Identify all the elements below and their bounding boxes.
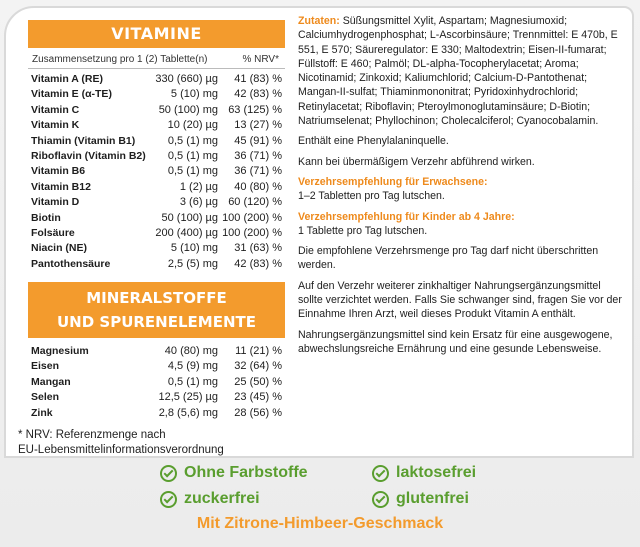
nutrient-name: Vitamin B12 [31,180,91,193]
nutrient-name: Folsäure [31,226,75,239]
adult-dosage-heading: Verzehrsempfehlung für Erwachsene: [298,175,488,188]
nutrient-name: Eisen [31,360,60,373]
nutrient-name: Vitamin A (RE) [31,73,103,85]
nutrient-nrv: 45 (91) % [234,134,282,147]
nutrient-amount: 2,5 (5) mg [167,257,218,270]
table-row [28,103,285,118]
table-row [28,134,285,149]
nrv-footnote-line1: * NRV: Referenzmenge nach [18,429,166,441]
diet-warning: Nahrungsergänzungsmittel sind kein Ersatz für eine ausgewogene, abwechslungsreiche Ernährung und eine gesunde Lebensweise. [298,328,613,355]
table-row [28,241,285,256]
nutrient-nrv: 100 (200) % [222,211,282,224]
nutrient-name: Biotin [31,211,61,224]
child-dosage-text: 1 Tablette pro Tag lutschen. [298,224,428,237]
nutrient-amount: 0,5 (1) mg [167,165,218,178]
table-row [28,180,285,195]
nutrient-nrv: 28 (56) % [234,406,282,419]
nutrient-amount: 50 (100) mg [158,103,218,116]
nutrient-name: Vitamin E (α-TE) [31,88,112,101]
nutrient-amount: 0,5 (1) mg [167,149,218,162]
check-circle-icon [372,465,389,482]
nutrient-amount: 4,5 (9) mg [167,360,218,373]
nutrient-name: Zink [31,406,53,419]
nutrient-name: Pantothensäure [31,257,111,270]
nutrient-name: Mangan [31,375,71,388]
table-row [28,390,285,405]
child-dosage-heading: Verzehrsempfehlung für Kinder ab 4 Jahre: [298,210,515,223]
nutrient-amount: 5 (10) mg [170,242,218,255]
zinc-warning: Auf den Verzehr weiterer zinkhaltiger Nahrungsergänzungsmittel sollte verzichtet werden. Falls Sie schwanger sind, fragen Sie vor der Einnahme Ihren Arzt, weil dieses Produkt Vitamin A enthält. [298,279,622,321]
nutrient-nrv: 60 (120) % [228,196,282,209]
table-row [28,344,285,359]
nutrient-amount: 0,5 (1) mg [167,375,218,388]
nutrient-amount: 50 (100) µg [161,211,218,224]
table-row [28,375,285,390]
nutrient-nrv: 25 (50) % [234,375,282,388]
nrv-footnote [18,428,278,458]
nutrient-nrv: 42 (83) % [234,88,282,101]
ingredients-paragraph [298,14,624,128]
nutrient-name: Thiamin (Vitamin B1) [31,134,136,147]
check-circle-icon [372,491,389,508]
nutrient-nrv: 23 (45) % [234,391,282,404]
nutrient-amount: 12,5 (25) µg [158,391,218,404]
nutrient-nrv: 36 (71) % [234,149,282,162]
claim-no-colorants: Ohne Farbstoffe [160,464,308,482]
nutrient-nrv: 31 (63) % [234,242,282,255]
nrv-header: % NRV* [242,54,279,65]
ingredients-label: Zutaten: [298,15,340,27]
phenylalanine-note: Enthält eine Phenylalaninquelle. [298,135,449,148]
nutrient-nrv: 41 (83) % [234,73,282,85]
check-circle-icon [160,491,177,508]
nutrient-nrv: 63 (125) % [228,103,282,116]
ingredients-column [298,14,624,362]
flavor-line: Mit Zitrone-Himbeer-Geschmack [196,515,444,532]
nutrient-name: Niacin (NE) [31,242,88,255]
nutrient-amount: 5 (10) mg [170,88,218,101]
table-row [28,211,285,226]
nutrient-nrv: 36 (71) % [234,165,282,178]
nutrient-amount: 1 (2) µg [179,180,218,193]
nutrient-amount: 40 (80) mg [164,345,218,358]
laxative-note: Kann bei übermäßigem Verzehr abführend wirken. [298,155,535,168]
table-row [28,72,285,87]
nutrient-amount: 10 (20) µg [167,119,218,132]
nutrition-panel [28,20,285,419]
table-row [28,195,285,210]
table-row [28,87,285,102]
nutrient-name: Vitamin K [31,119,80,132]
table-row [28,406,285,421]
nutrient-amount: 330 (660) µg [155,73,218,85]
adult-dosage-text: 1–2 Tabletten pro Tag lutschen. [298,190,445,203]
claim-lactose-free: laktosefrei [372,464,476,482]
minerals-heading [28,282,285,338]
vitamins-heading: VITAMINE [28,20,285,48]
minerals-heading-line1: MINERALSTOFFE [86,289,227,308]
nrv-footnote-line2: EU-Lebensmittelinformationsverordnung [18,444,224,456]
nutrient-name: Magnesium [31,345,89,358]
mineral-rows [28,338,285,421]
table-row [28,226,285,241]
table-row [28,257,285,272]
nutrient-nrv: 40 (80) % [234,180,282,193]
nutrient-name: Selen [31,391,60,404]
nutrient-name: Vitamin C [31,103,80,116]
table-row [28,118,285,133]
nutrient-nrv: 32 (64) % [234,360,282,373]
composition-header: Zusammensetzung pro 1 (2) Tablette(n) [32,54,208,65]
minerals-heading-line2: UND SPURENELEMENTE [57,313,256,332]
nutrient-nrv: 100 (200) % [222,226,282,239]
nutrient-amount: 0,5 (1) mg [167,134,218,147]
table-header [28,48,285,69]
nutrient-name: Vitamin B6 [31,165,86,178]
nutrient-nrv: 11 (21) % [235,345,282,358]
nutrient-amount: 3 (6) µg [179,196,218,209]
table-row [28,149,285,164]
vitamin-rows [28,72,285,272]
nutrient-name: Vitamin D [31,196,80,209]
table-row [28,359,285,374]
claim-sugar-free: zuckerfrei [160,490,260,508]
table-row [28,164,285,179]
dose-warning: Die empfohlene Verzehrsmenge pro Tag darf nicht überschritten werden. [298,245,599,272]
nutrient-name: Riboflavin (Vitamin B2) [31,149,146,162]
nutrient-amount: 200 (400) µg [155,226,218,239]
nutrient-nrv: 42 (83) % [234,257,282,270]
check-circle-icon [160,465,177,482]
claim-gluten-free: glutenfrei [372,490,469,508]
nutrient-nrv: 13 (27) % [234,119,282,132]
nutrient-amount: 2,8 (5,6) mg [158,406,218,419]
ingredients-text: Süßungsmittel Xylit, Aspartam; Magnesiumoxid; Calciumhydrogenphosphat; L-Ascorbinsäure; Trennmittel: E 470b, E 551, E 570; Säureregulator: E 330; Maltodextrin; Eisen-II-fumarat; Füllstoff: E 460; Palmöl; DL-alpha-Tocopherylacetat; Aroma; Nicotinamid; Zinkoxid; Kaliumchlorid; Calcium-D-Pantothenat; Mangan-II-sulfat; Thiaminmononitrat; Pyridoxinhydrochlorid; Retinylacetat; Riboflavin; Pteroylmonoglutaminsäure; D-Biotin; Natriumselenat; Phyllochinon; Cholecalciferol; Cyanocobalamin. [298,15,618,128]
